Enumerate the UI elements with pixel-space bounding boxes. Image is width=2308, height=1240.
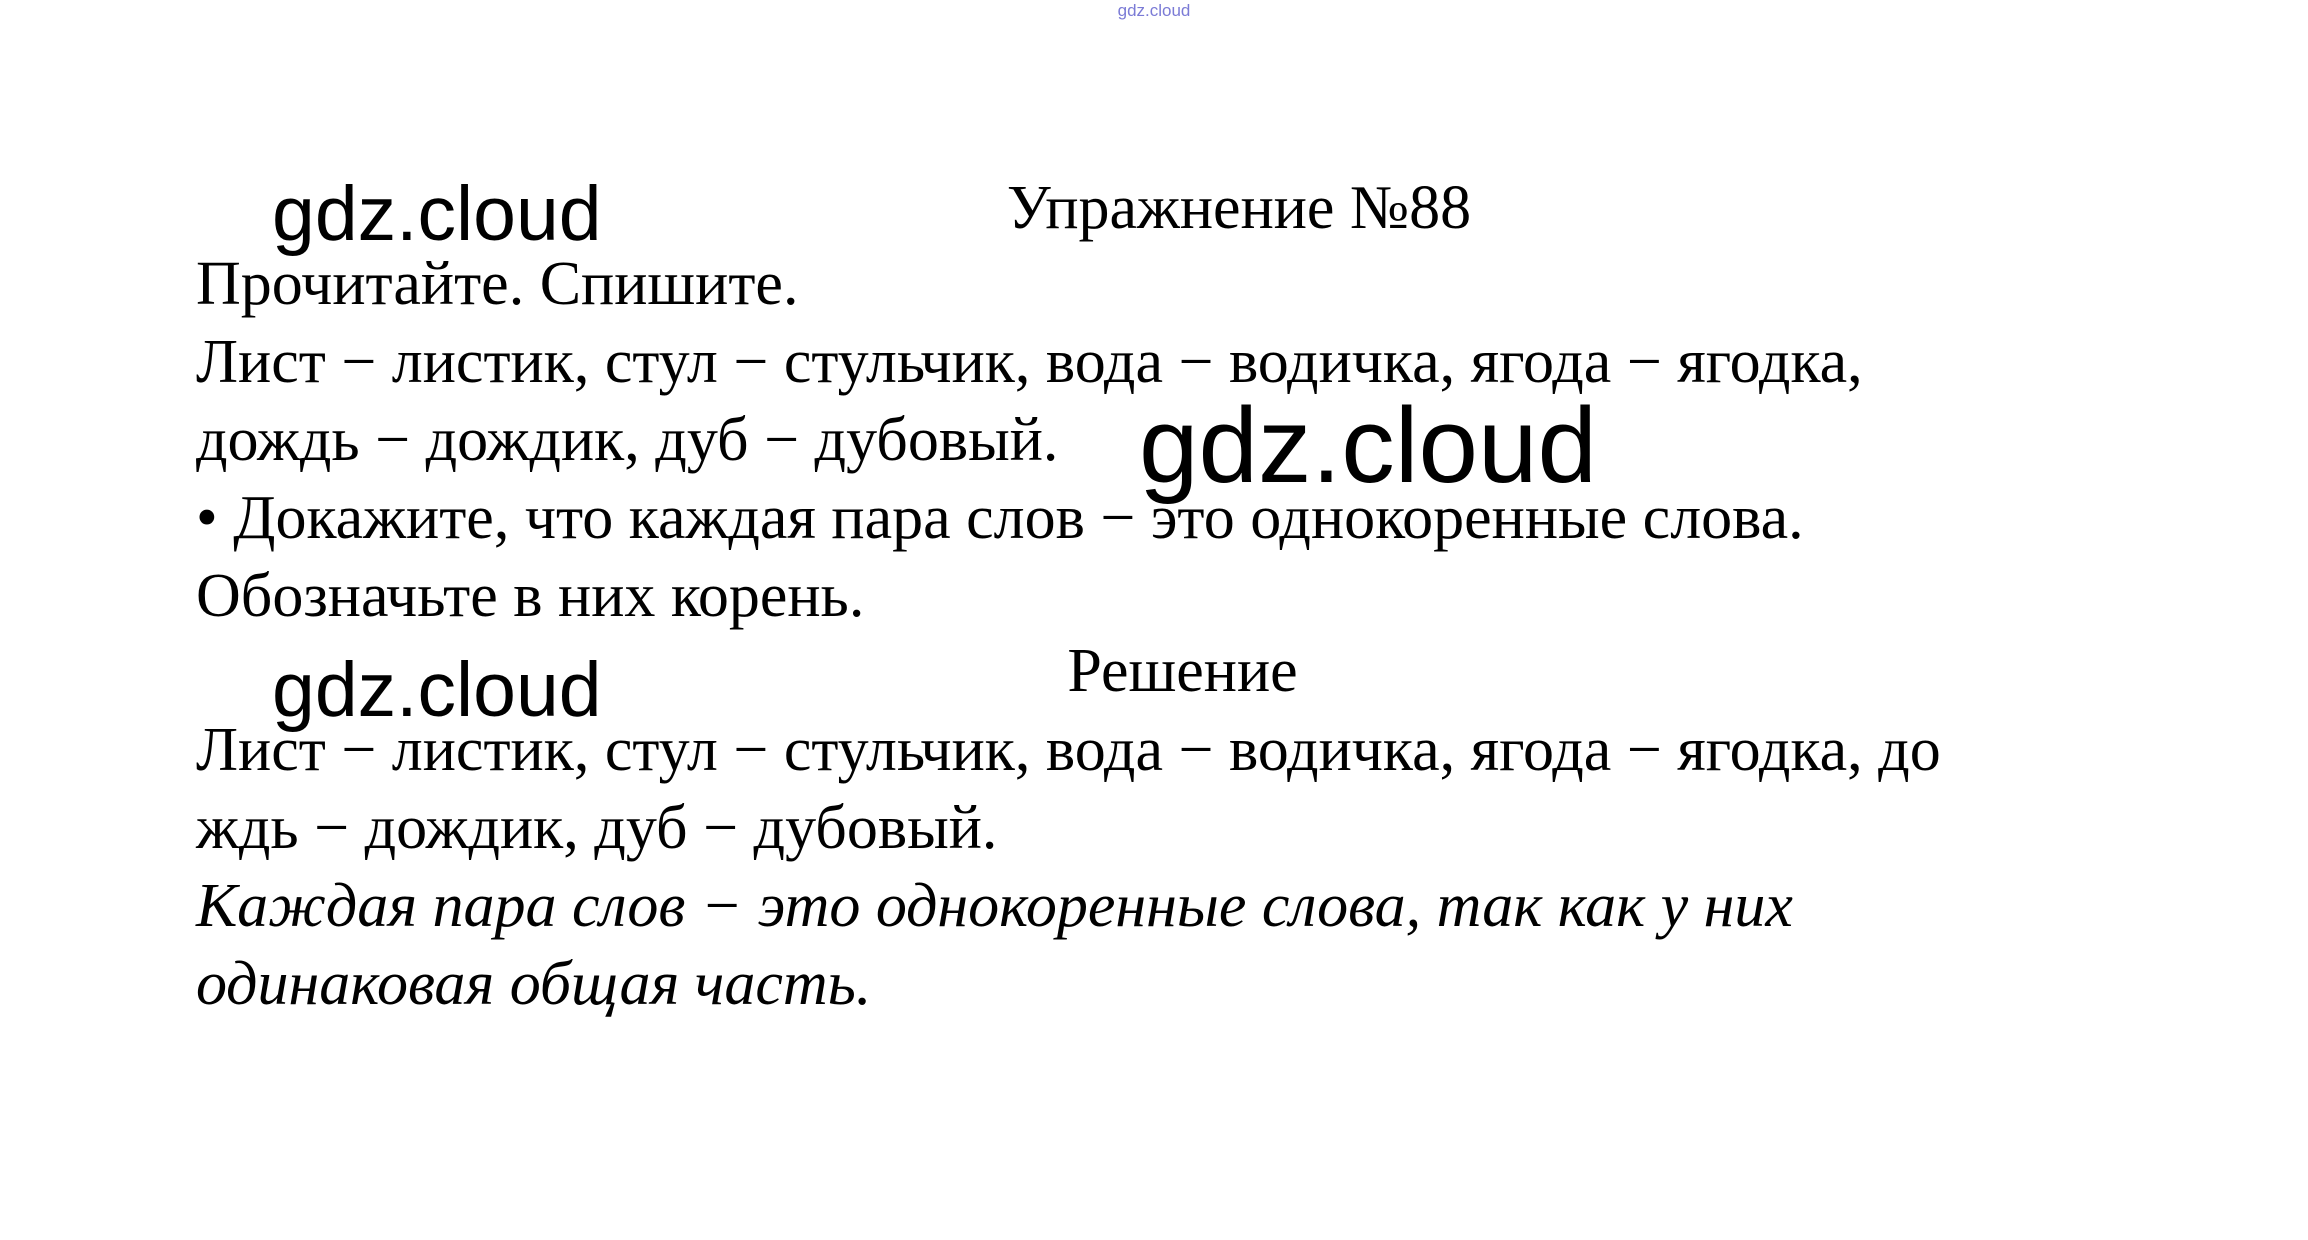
task-word-pairs-line-1: Лист − листик, стул − стульчик, вода − водичка, ягода − ягодка, xyxy=(196,328,1863,396)
solution-explanation-line-1: Каждая пара слов − это однокоренные слова, так как у них xyxy=(196,872,1793,940)
task-word-pairs-line-2: дождь − дождик, дуб − дубовый. xyxy=(196,406,1059,474)
task-instruction: Прочитайте. Спишите. xyxy=(196,250,799,318)
top-watermark: gdz.cloud xyxy=(1117,1,1191,20)
watermark-logo: gdz.cloud xyxy=(272,171,602,257)
task-question-line-2: Обозначьте в них корень. xyxy=(196,562,865,630)
watermark-logo: gdz.cloud xyxy=(1139,385,1598,505)
solution-explanation-line-2: одинаковая общая часть. xyxy=(196,950,872,1018)
solution-line-1: Лист − листик, стул − стульчик, вода − водичка, ягода − ягодка, до xyxy=(196,716,1941,784)
task-question-line-1: • Докажите, что каждая пара слов − это однокоренные слова. xyxy=(196,484,1804,552)
solution-line-2: ждь − дождик, дуб − дубовый. xyxy=(196,794,998,862)
exercise-title: Упражнение №88 xyxy=(1006,174,1472,242)
solution-title: Решение xyxy=(1067,637,1298,705)
watermark-logo: gdz.cloud xyxy=(272,647,602,733)
